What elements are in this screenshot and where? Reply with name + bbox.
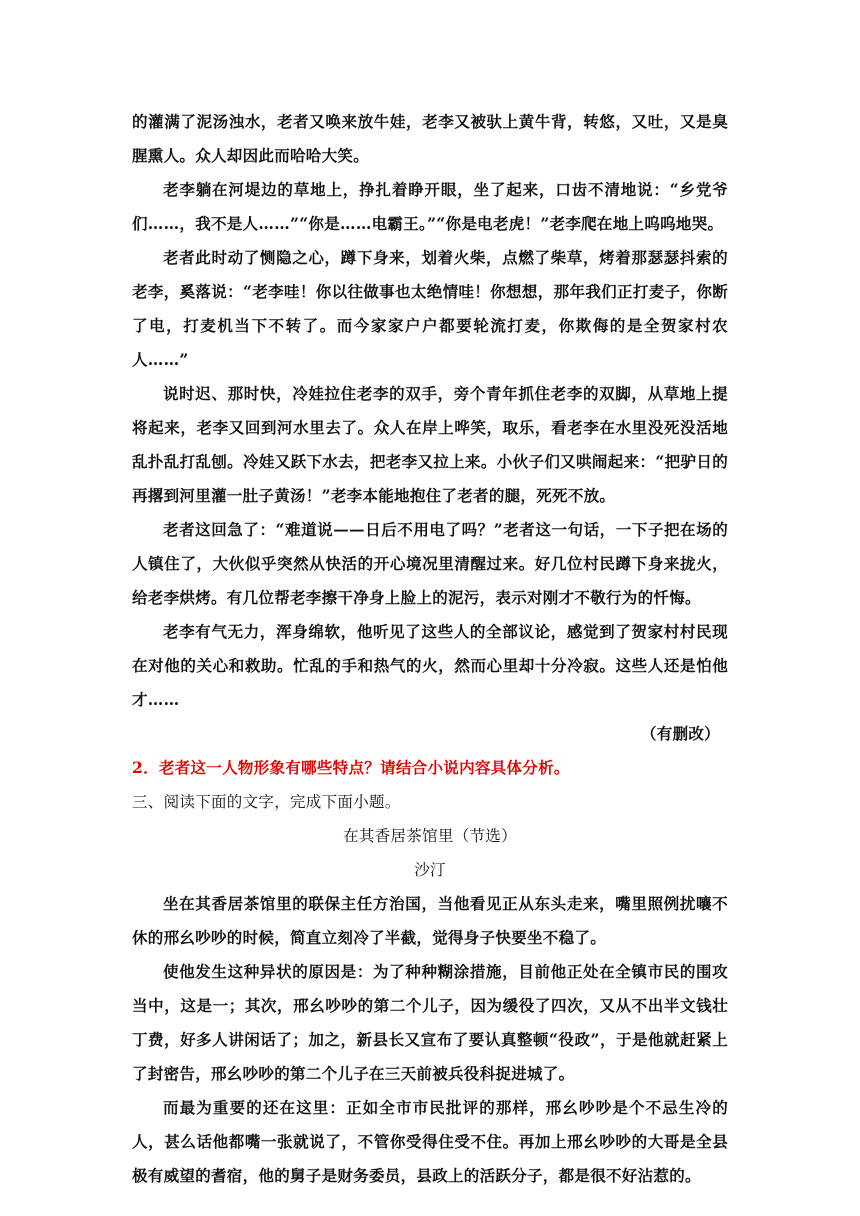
story-paragraph-4: 说时迟、那时快，冷娃拉住老李的双手，旁个青年抓住老李的双脚，从草地上提将起来，老李又回到河水里去了。众人在岸上哗笑，取乐，看老李在水里没死没活地乱扑乱打乱刨。冷娃又跃下水去，把老李又拉上来。小伙子们又哄闹起来：“把驴日的再撂到河里灌一肚子黄汤！”老李本能地抱住了老者的腿，死死不放。 bbox=[132, 384, 728, 505]
story-paragraph-2: 老李躺在河堤边的草地上，挣扎着睁开眼，坐了起来，口齿不清地说：“乡党爷们……，我不是人……”“你是……电霸王。”“你是电老虎！”老李爬在地上呜呜地哭。 bbox=[132, 180, 728, 233]
story-paragraph-5: 老者这回急了：“难道说——日后不用电了吗？”老者这一句话，一下子把在场的人镇住了，大伙似乎突然从快活的开心境况里清醒过来。好几位村民蹲下身来拢火，给老李烘烤。有几位帮老李擦干净身上脸上的泥污，表示对刚才不敬行为的忏悔。 bbox=[132, 520, 728, 607]
document-page bbox=[132, 105, 728, 1193]
story-paragraph-3: 老者此时动了恻隐之心，蹲下身来，划着火柴，点燃了柴草，烤着那瑟瑟抖索的老李，奚落说：“老李哇！你以往做事也太绝情哇！你想想，那年我们正打麦子，你断了电，打麦机当下不转了。而今家家户户都要轮流打麦，你欺侮的是全贺家村农人……” bbox=[132, 248, 728, 369]
article-paragraph-3: 而最为重要的还在这里：正如全市市民批评的那样，邢幺吵吵是个不忌生冷的人，甚么话他都嘴一张就说了，不管你受得住受不住。再加上邢幺吵吵的大哥是全县极有威望的耆宿，他的舅子是财务委员，县政上的活跃分子，都是很不好沾惹的。 bbox=[132, 1098, 728, 1185]
section-heading: 三、阅读下面的文字，完成下面小题。 bbox=[132, 793, 401, 811]
article-paragraph-1: 坐在其香居茶馆里的联保主任方治国，当他看见正从东头走来，嘴里照例扰嚷不休的邢幺吵吵的时候，简直立刻冷了半截，觉得身子快要坐不稳了。 bbox=[132, 894, 728, 947]
article-author: 沙汀 bbox=[414, 861, 446, 879]
question-2: 2．老者这一人物形象有哪些特点？请结合小说内容具体分析。 bbox=[132, 758, 570, 777]
source-note: （有删改） bbox=[640, 724, 720, 743]
article-title: 在其香居茶馆里（节选） bbox=[343, 827, 517, 845]
story-paragraph-1: 的灌满了泥汤浊水，老者又唤来放牛娃，老李又被驮上黄牛背，转悠，又吐，又是臭腥熏人。众人却因此而哈哈大笑。 bbox=[132, 112, 728, 165]
article-paragraph-2: 使他发生这种异状的原因是：为了种种糊涂措施，目前他正处在全镇市民的围攻当中，这是一；其次，邢幺吵吵的第二个儿子，因为缓役了四次，又从不出半文钱壮丁费，好多人讲闲话了；加之，新县长又宣布了要认真整顿“役政”，于是他就赶紧上了封密告，邢幺吵吵的第二个儿子在三天前被兵役科捉进城了。 bbox=[132, 962, 728, 1083]
story-paragraph-6: 老李有气无力，浑身绵软，他听见了这些人的全部议论，感觉到了贺家村村民现在对他的关心和救助。忙乱的手和热气的火，然而心里却十分冷寂。这些人还是怕他才…… bbox=[132, 622, 728, 709]
